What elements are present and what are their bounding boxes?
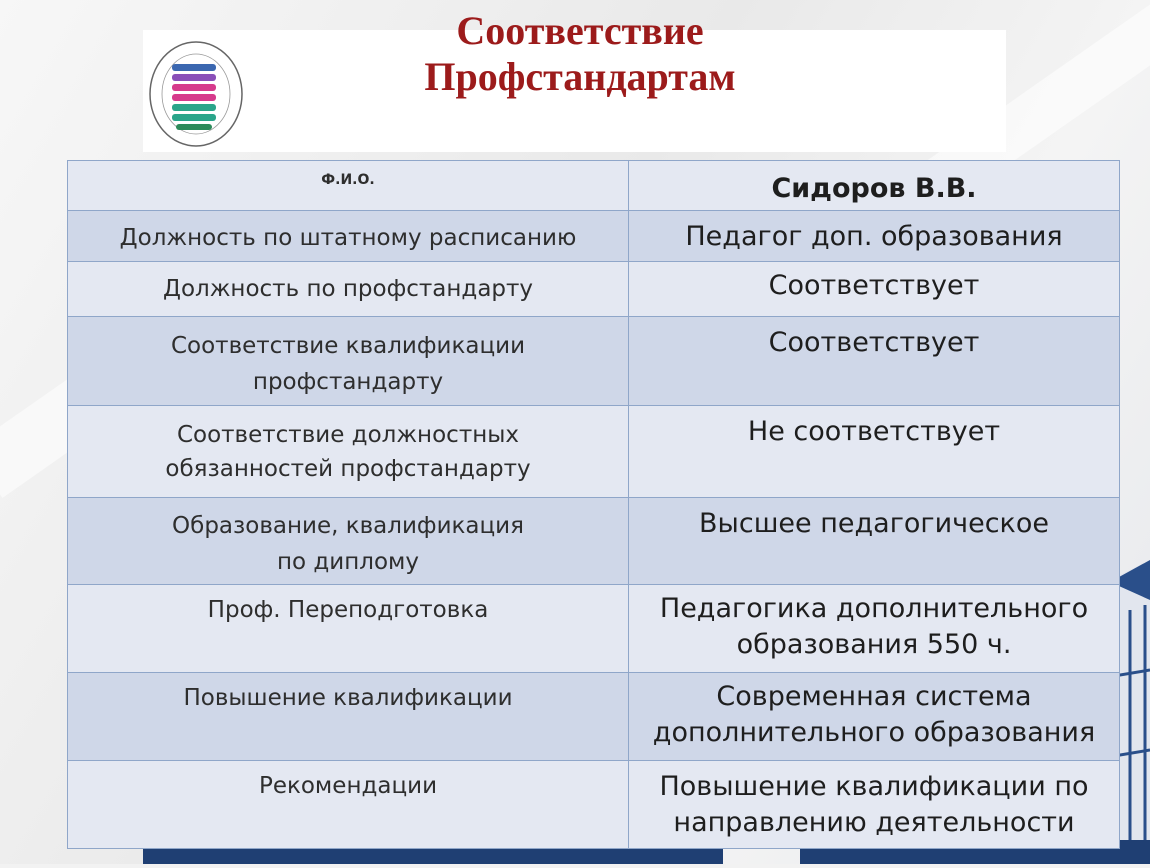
table-row bbox=[68, 317, 1120, 406]
row-label-line: обязанностей профстандарту bbox=[165, 456, 531, 482]
table-row bbox=[68, 673, 1120, 761]
row-value: Педагог доп. образования bbox=[629, 211, 1120, 262]
row-value-line: направлению деятельности bbox=[673, 807, 1075, 838]
row-value: Соответствует bbox=[629, 262, 1120, 317]
row-label-line: по диплому bbox=[276, 549, 420, 575]
title-line-1: Соответствие bbox=[456, 8, 704, 53]
title-line-2: Профстандартам bbox=[424, 54, 736, 99]
row-label: Проф. Переподготовка bbox=[68, 585, 629, 673]
row-label-line: Соответствие квалификации bbox=[170, 333, 526, 359]
row-label: Должность по профстандарту bbox=[68, 262, 629, 317]
slide-title bbox=[330, 8, 830, 100]
table-row bbox=[68, 161, 1120, 211]
table-row bbox=[68, 761, 1120, 849]
row-value: Сидоров В.В. bbox=[629, 161, 1120, 211]
institute-seal-books-icon bbox=[146, 40, 246, 148]
row-value: Не соответствует bbox=[629, 406, 1120, 498]
row-label bbox=[68, 406, 629, 498]
row-value-line: дополнительного образования bbox=[652, 717, 1096, 748]
row-value bbox=[629, 585, 1120, 673]
row-value-line: Современная система bbox=[716, 681, 1032, 712]
table-row bbox=[68, 406, 1120, 498]
row-value bbox=[629, 761, 1120, 849]
row-label: Рекомендации bbox=[68, 761, 629, 849]
profstandard-table bbox=[67, 160, 1120, 849]
row-value-line: Повышение квалификации по bbox=[659, 771, 1089, 802]
row-label: Должность по штатному расписанию bbox=[68, 211, 629, 262]
row-value-line: Педагогика дополнительного bbox=[659, 593, 1089, 624]
table-row bbox=[68, 585, 1120, 673]
row-label bbox=[68, 317, 629, 406]
table-row bbox=[68, 498, 1120, 585]
row-label-line: Образование, квалификация bbox=[172, 513, 524, 539]
row-value bbox=[629, 673, 1120, 761]
row-label-line: профстандарту bbox=[252, 369, 444, 395]
row-value: Соответствует bbox=[629, 317, 1120, 406]
row-label: Ф.И.О. bbox=[68, 161, 629, 211]
row-value: Высшее педагогическое bbox=[629, 498, 1120, 585]
table-row bbox=[68, 262, 1120, 317]
table-row bbox=[68, 211, 1120, 262]
row-label: Повышение квалификации bbox=[68, 673, 629, 761]
row-value-line: образования 550 ч. bbox=[736, 629, 1012, 660]
row-label bbox=[68, 498, 629, 585]
row-label-line: Соответствие должностных bbox=[176, 422, 520, 448]
